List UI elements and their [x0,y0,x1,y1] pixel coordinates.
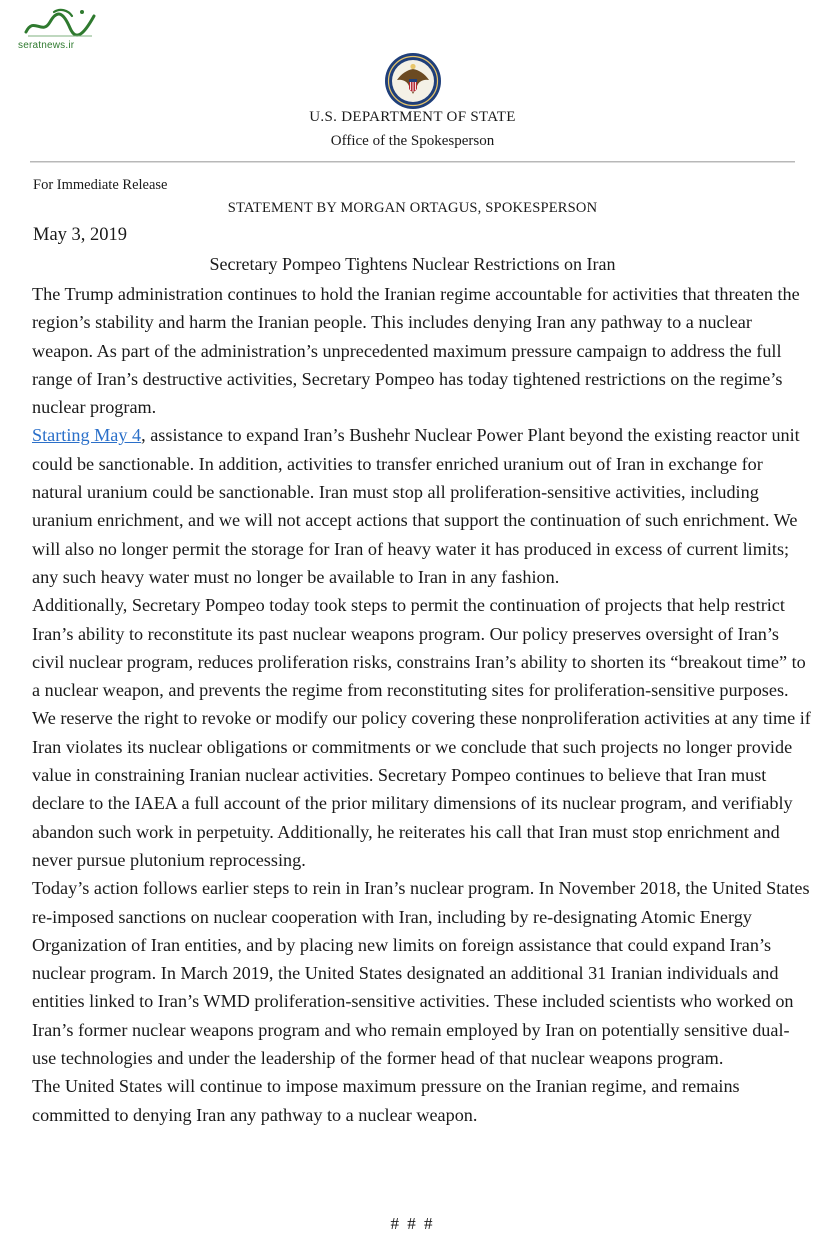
release-date: May 3, 2019 [33,225,128,245]
paragraph-2-text: , assistance to expand Iran’s Bushehr Nuclear Power Plant beyond the existing reactor unit could be sanctionable. In addition, activities to transfer enriched uranium out of Iran in exchange for natural uranium could be sanctionable. Iran must stop all proliferation-sensitive activities, including uranium enrichment, and we will not accept actions that support the continuation of such enrichment. We will also no longer permit the storage for Iran of heavy water it has produced in excess of current limits; any such heavy water must no longer be available to Iran in any fashion. [32,425,800,587]
office-name: Office of the Spokesperson [330,133,495,149]
starting-may-4-link[interactable]: Starting May 4 [32,425,142,446]
statement-headline: Secretary Pompeo Tightens Nuclear Restrictions on Iran [209,254,616,274]
release-note: For Immediate Release [33,177,168,193]
watermark-url: seratnews.ir [18,40,75,51]
paragraph-5: The United States will continue to impose maximum pressure on the Iranian regime, and remains committed to denying Iran any pathway to a nuclear weapon. [32,1076,740,1125]
us-department-of-state-seal-icon [384,52,442,110]
seratnews-watermark-logo [18,6,100,50]
header-divider [30,161,795,163]
paragraph-1: The Trump administration continues to hold the Iranian regime accountable for activities that threaten the region’s stability and harm the Iranian people. This includes denying Iran any pathway to a nuclear weapon. As part of the administration’s unprecedented maximum pressure campaign to address the full range of Iran’s destructive activities, Secretary Pompeo has today tightened restrictions on the regime’s nuclear program. [32,284,800,418]
paragraph-3: Additionally, Secretary Pompeo today took steps to permit the continuation of projects that help restrict Iran’s ability to reconstitute its past nuclear weapons program. Our policy preserves oversight of Iran’s civil nuclear program, reduces proliferation risks, constrains Iran’s ability to shorten its “breakout time” to a nuclear weapon, and prevents the regime from reconstituting sites for proliferation-sensitive purposes. We reserve the right to revoke or modify our policy covering these nonproliferation activities at any time if Iran violates its nuclear obligations or commitments or we conclude that such projects no longer provide value in constraining Iranian nuclear activities. Secretary Pompeo continues to believe that Iran must declare to the IAEA a full account of the prior military dimensions of its nuclear program, and verifiably abandon such work in perpetuity. Additionally, he reiterates his call that Iran must stop enrichment and never pursue plutonium reprocessing. [32,595,811,870]
department-name: U.S. DEPARTMENT OF STATE [309,109,516,125]
paragraph-2 [32,421,812,591]
paragraph-4: Today’s action follows earlier steps to rein in Iran’s nuclear program. In November 2018, the United States re-imposed sanctions on nuclear cooperation with Iran, including by re-designating Atomic Energy Organization of Iran entities, and by placing new limits on foreign assistance that could expand Iran’s nuclear program. In March 2019, the United States designated an additional 31 Iranian individuals and entities linked to Iran’s WMD proliferation-sensitive activities. These included scientists who worked on Iran’s former nuclear weapons program and who remain employed by Iran on potentially sensitive dual-use technologies and under the leadership of the former head of that nuclear weapons program. [32,878,810,1069]
statement-byline: STATEMENT BY MORGAN ORTAGUS, SPOKESPERSON [227,200,598,216]
seratnews-logo-icon [20,6,100,40]
end-of-release-mark: # # # [390,1214,435,1233]
statement-body [32,280,812,1129]
